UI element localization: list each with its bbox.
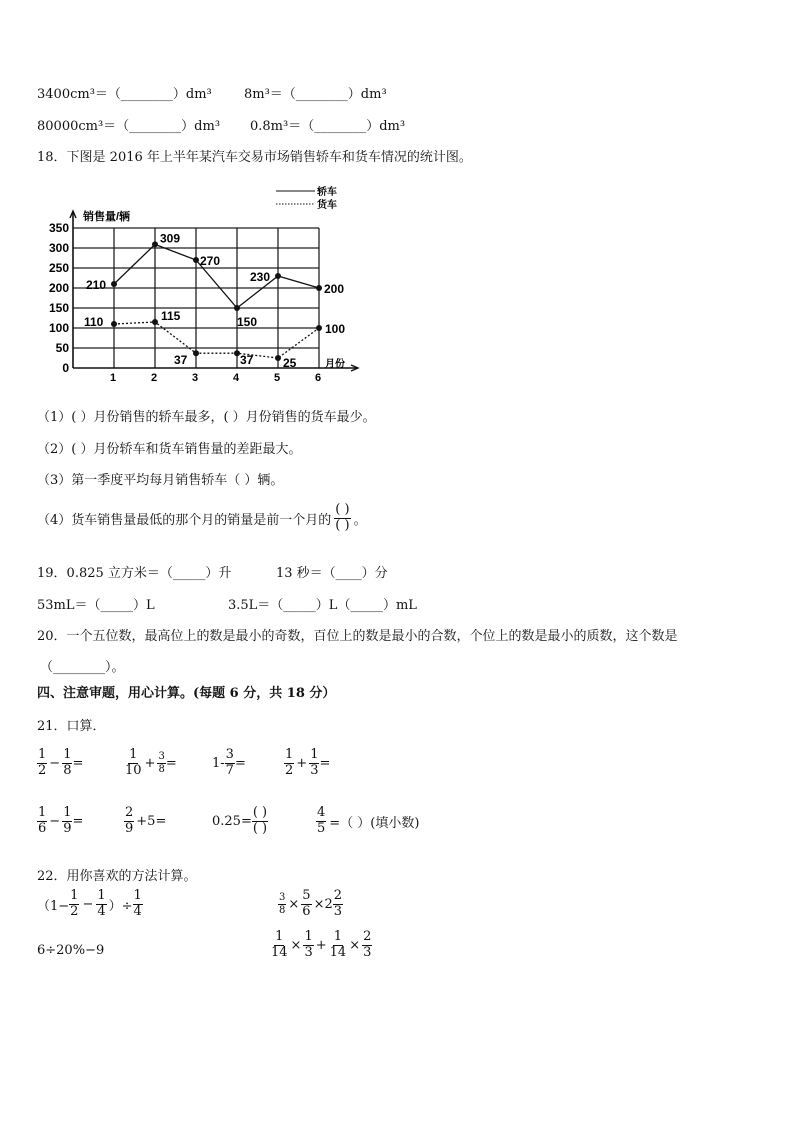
q18-sub4-text: （4）货车销售量最低的那个月的销量是前一个月的 (37, 512, 332, 528)
q18-title: 18．下图是 2016 年上半年某汽车交易市场销售轿车和货车情况的统计图。 (37, 150, 472, 165)
data-point (316, 325, 322, 331)
q21-expr-4: $\frac{1}{2}$ + $\frac{1}{3}$ = (285, 747, 331, 778)
q19-d: 3.5L＝（_____）L（_____）mL (228, 598, 417, 613)
q21-expr-2: $\frac{1}{10}$ + $\frac{3}{8}$ = (125, 747, 177, 778)
fraction: $\frac{1}{8}$ (63, 747, 72, 778)
q21-expr-5: $\frac{1}{6}$ − $\frac{1}{9}$ = (38, 805, 84, 836)
chart-labels (84, 231, 345, 370)
q22-title: 22．用你喜欢的方法计算。 (37, 869, 197, 884)
unit-row2-a: 80000cm³＝（________）dm³ (37, 119, 221, 134)
fraction: $\frac{1}{2}$ (285, 747, 294, 778)
section-4-heading: 四、注意审题，用心计算。(每题 6 分，共 18 分） (37, 686, 336, 701)
unit-row2-b: 0.8m³＝（________）dm³ (250, 119, 406, 134)
q21-expr-8: $\frac{4}{5}$ =（ ）(填小数) (317, 805, 420, 836)
unit-row1-a: 3400cm³＝（________）dm³ (37, 87, 212, 102)
q22-expr-3: 6÷20%−9 (37, 943, 105, 958)
chart-axes (49, 209, 358, 384)
fraction: $\frac{1}{3}$ (310, 747, 319, 778)
legend-label-1: 货车 (317, 200, 337, 211)
data-label: 150 (237, 315, 258, 329)
fraction: $\frac{1}{14}$ (329, 929, 347, 960)
q19-c: 53mL＝（_____）L (37, 598, 155, 613)
fraction: $\frac{3}{8}$ (158, 751, 165, 775)
x-tick-label: 2 (150, 372, 158, 384)
data-label: 110 (84, 315, 104, 329)
q18-sub1: （1）( ）月份销售的轿车最多，( ）月份销售的货车最少。 (37, 410, 376, 425)
y-tick-label: 150 (48, 301, 69, 315)
fraction: $\frac{1}{2}$ (70, 888, 79, 919)
fraction: $\frac{2}{3}$ (333, 888, 343, 919)
data-point (111, 281, 117, 287)
data-point (193, 257, 199, 263)
q18-sub4-fraction (334, 503, 350, 534)
y-tick-label: 200 (48, 281, 69, 295)
data-point (152, 319, 158, 325)
y-tick-label: 50 (55, 341, 69, 355)
q22-expr-1: （1− $\frac{1}{2}$ − $\frac{1}{4}$ ）÷ $\frac{1}{4}$ (37, 888, 142, 919)
fraction: $\frac{5}{6}$ (302, 888, 311, 919)
data-point (111, 321, 117, 327)
data-label: 37 (240, 353, 254, 368)
q19-a: 19．0.825 立方米＝（_____）升 (37, 566, 232, 581)
data-point (316, 285, 322, 291)
data-point (234, 305, 240, 311)
chart-legend (276, 185, 337, 211)
q22-expr-4: $\frac{1}{14}$ × $\frac{1}{3}$ + $\frac{1}{14}$ × $\frac{2}{3}$ (271, 929, 372, 960)
data-point (193, 350, 199, 356)
q18-sub4-end: 。 (353, 512, 367, 528)
unit-row1-b: 8m³＝（________）dm³ (244, 87, 387, 102)
y-axis-label: 销售量/辆 (83, 211, 131, 223)
q21-expr-7: 0.25= $\frac{( )}{( )}$ (212, 805, 268, 836)
chart-grid (73, 228, 319, 368)
legend-label-0: 轿车 (317, 187, 337, 198)
q18-sub3: （3）第一季度平均每月销售轿车（ ）辆。 (37, 473, 284, 488)
fraction: $\frac{1}{4}$ (97, 888, 106, 919)
sales-line-chart (30, 180, 375, 385)
x-tick-label: 6 (314, 372, 322, 384)
x-tick-label: 4 (232, 372, 240, 384)
x-tick-label: 5 (273, 372, 281, 384)
x-axis-label: 月份 (325, 359, 345, 370)
data-label: 309 (160, 231, 181, 246)
y-tick-label: 350 (48, 221, 69, 235)
data-label: 37 (174, 353, 188, 368)
data-label: 200 (324, 282, 345, 296)
q18-sub4 (37, 503, 367, 534)
x-tick-label: 1 (109, 372, 117, 384)
data-point (275, 355, 281, 361)
q20-line2: （________）。 (40, 660, 125, 675)
fraction: $\frac{4}{5}$ (317, 805, 326, 836)
fraction: $\frac{1}{9}$ (63, 805, 72, 836)
fraction: $\frac{1}{14}$ (271, 929, 288, 960)
fraction: $\frac{1}{6}$ (38, 805, 47, 836)
fraction: $\frac{2}{9}$ (125, 805, 134, 836)
q20-line1: 20．一个五位数，最高位上的数是最小的奇数，百位上的数是最小的合数，个位上的数是最小的质数，这个数是 (37, 629, 678, 644)
y-tick-label: 100 (48, 321, 69, 335)
data-label: 115 (161, 309, 181, 323)
q18-sub2: （2）( ）月份轿车和货车销售量的差距最大。 (37, 442, 302, 457)
fraction-blank: $\frac{( )}{( )}$ (252, 805, 268, 836)
data-label: 270 (200, 254, 221, 268)
fraction-numerator: ( ) (335, 502, 350, 517)
q21-expr-1: $\frac{1}{2}$ − $\frac{1}{8}$ = (38, 747, 84, 778)
data-label: 100 (325, 322, 346, 336)
fraction: $\frac{1}{2}$ (38, 747, 47, 778)
q21-title: 21．口算． (37, 719, 106, 734)
fraction: $\frac{3}{8}$ (279, 892, 286, 916)
fraction: $\frac{1}{4}$ (133, 888, 142, 919)
y-tick-label: 0 (62, 361, 69, 375)
x-tick-label: 3 (191, 372, 199, 384)
q22-expr-2: $\frac{3}{8}$ × $\frac{5}{6}$ ×2 $\frac{2}{3}$ (279, 888, 343, 919)
q21-expr-3: 1- $\frac{3}{7}$ = (212, 747, 246, 778)
fraction: $\frac{2}{3}$ (363, 929, 372, 960)
data-label: 210 (86, 278, 107, 292)
y-tick-label: 250 (48, 261, 69, 275)
data-point (275, 273, 281, 279)
fraction-denominator: ( ) (335, 517, 350, 533)
data-label: 230 (250, 270, 271, 284)
q21-expr-6: $\frac{2}{9}$ +5= (125, 805, 167, 836)
fraction: $\frac{3}{7}$ (225, 747, 234, 778)
data-point (152, 241, 158, 247)
fraction: $\frac{1}{3}$ (304, 929, 313, 960)
fraction: $\frac{1}{10}$ (125, 747, 142, 778)
data-label: 25 (283, 356, 297, 370)
y-tick-label: 300 (48, 241, 69, 255)
q19-b: 13 秒＝（____）分 (276, 566, 388, 581)
